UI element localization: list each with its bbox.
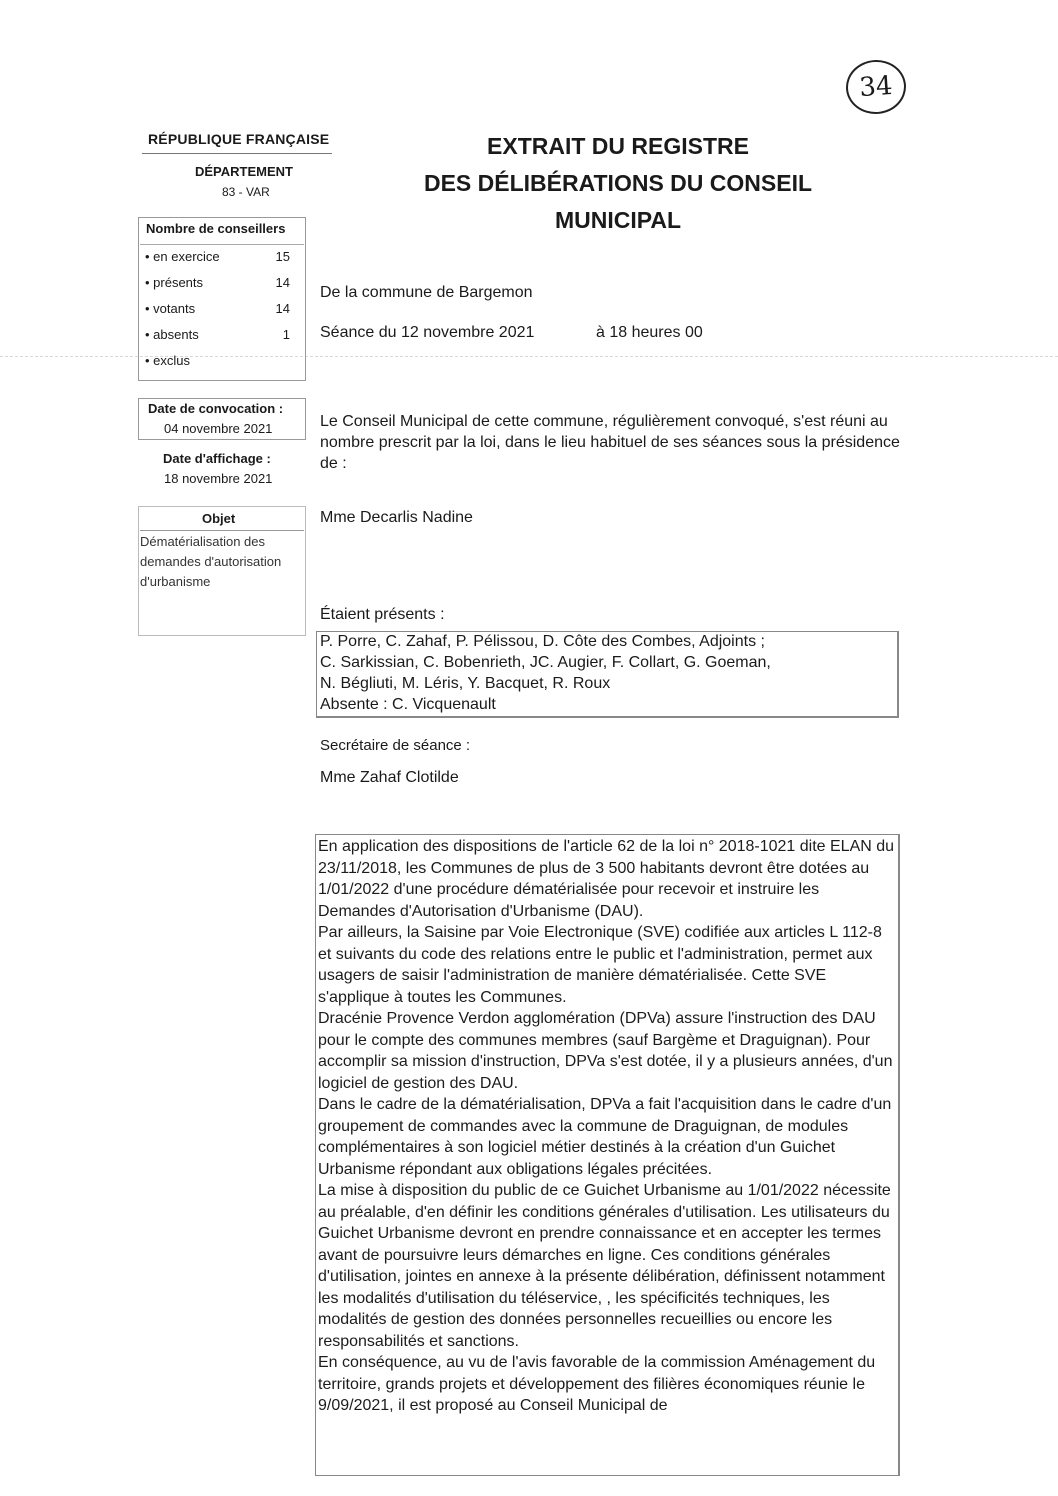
secretary-label: Secrétaire de séance :	[320, 737, 471, 754]
body-paragraph: La mise à disposition du public de ce Guichet Urbanisme au 1/01/2022 nécessite au préalable, d'en définir les conditions générales d'utilisation. Les utilisateurs du Guichet Urbanisme devront en prendre connaissance et en accepter les termes avant de poursuivre leurs démarches en ligne. Ces conditions générales d'utilisation, jointes en annexe à la présente délibération, définissent notamment les modalités d'utilisation du téléservice, , les spécificités techniques, les modalités de gestion des données personnelles recueillies ou encore les responsabilités et sanctions.	[318, 1182, 891, 1350]
presents-line-2: C. Sarkissian, C. Bobenrieth, JC. Augier, F. Collart, G. Goeman,	[320, 654, 771, 671]
president-name: Mme Decarlis Nadine	[320, 509, 473, 526]
title-line-1: EXTRAIT DU REGISTRE	[487, 133, 749, 159]
body-paragraph: Par ailleurs, la Saisine par Voie Electronique (SVE) codifiée aux articles L 112-8 et suivants du code des relations entre le public et l'administration, permet aux usagers de saisir l'administration de manière dématérialisée. Cette SVE s'applique à toutes les Communes.	[318, 924, 882, 1006]
republique-label: RÉPUBLIQUE FRANÇAISE	[148, 131, 330, 147]
count-label-presents: • présents	[145, 275, 204, 290]
count-label-exclus: • exclus	[145, 353, 191, 368]
absente-line: Absente : C. Vicquenault	[320, 696, 496, 713]
secretary-name: Mme Zahaf Clotilde	[320, 769, 459, 786]
presents-label: Étaient présents :	[320, 606, 445, 623]
convocation-label: Date de convocation :	[148, 401, 284, 416]
count-value-absents: 1	[282, 327, 290, 342]
convocation-date: 04 novembre 2021	[164, 421, 273, 436]
count-value-presents: 14	[275, 275, 290, 290]
departement-value: 83 - VAR	[222, 185, 270, 199]
divider	[140, 530, 304, 531]
presents-line-1: P. Porre, C. Zahaf, P. Pélissou, D. Côte des Combes, Adjoints ;	[320, 633, 765, 650]
affichage-date: 18 novembre 2021	[164, 471, 273, 486]
presents-line-3: N. Bégliuti, M. Léris, Y. Bacquet, R. Roux	[320, 675, 611, 692]
handwritten-page-number: 34	[844, 58, 908, 116]
body-paragraph: Dans le cadre de la dématérialisation, DPVa a fait l'acquisition dans le cadre d'un groupement de commandes avec la commune de Draguignan, de modules complémentaires à son logiciel métier destinés à la création d'un Guichet Urbanisme répondant aux obligations légales précitées.	[318, 1096, 892, 1178]
count-label-votants: • votants	[145, 301, 196, 316]
objet-title: Objet	[202, 511, 236, 526]
departement-label: DÉPARTEMENT	[195, 164, 293, 179]
body-paragraph: En application des dispositions de l'article 62 de la loi n° 2018-1021 dite ELAN du 23/11/2018, les Communes de plus de 3 500 habitants devront être dotées au 1/01/2022 d'une procédure dématérialisée pour recevoir et instruire les Demandes d'Autorisation d'Urbanisme (DAU).	[318, 838, 895, 920]
title-line-3: MUNICIPAL	[554, 207, 682, 233]
title-line-2: DES DÉLIBÉRATIONS DU CONSEIL	[423, 170, 813, 196]
count-value-votants: 14	[275, 301, 290, 316]
commune-line: De la commune de Bargemon	[320, 284, 533, 301]
counts-title: Nombre de conseillers	[146, 221, 286, 236]
count-value-en-exercice: 15	[275, 249, 290, 264]
body-paragraph: Dracénie Provence Verdon agglomération (DPVa) assure l'instruction des DAU pour le compte des communes membres (sauf Bargème et Draguignan). Pour accomplir sa mission d'instruction, DPVa s'est dotée, il y a plusieurs années, d'un logiciel de gestion des DAU.	[318, 1010, 893, 1092]
body-paragraph: En conséquence, au vu de l'avis favorable de la commission Aménagement du territoire, grands projets et développement des filières économiques réunie le 9/09/2021, il est proposé au Conseil Municipal de	[318, 1354, 876, 1414]
seance-time: à 18 heures 00	[596, 324, 703, 341]
seance-date: Séance du 12 novembre 2021	[320, 324, 535, 341]
divider	[140, 244, 304, 245]
count-label-absents: • absents	[145, 327, 199, 342]
document-title	[380, 128, 856, 239]
affichage-label: Date d'affichage :	[163, 451, 271, 466]
objet-text: Dématérialisation des demandes d'autorisation d'urbanisme	[140, 534, 282, 589]
divider	[142, 153, 332, 154]
count-label-en-exercice: • en exercice	[145, 249, 220, 264]
intro-paragraph: Le Conseil Municipal de cette commune, régulièrement convoqué, s'est réuni au nombre prescrit par la loi, dans le lieu habituel de ses séances sous la présidence de :	[320, 413, 900, 472]
deliberation-body	[318, 836, 896, 1417]
